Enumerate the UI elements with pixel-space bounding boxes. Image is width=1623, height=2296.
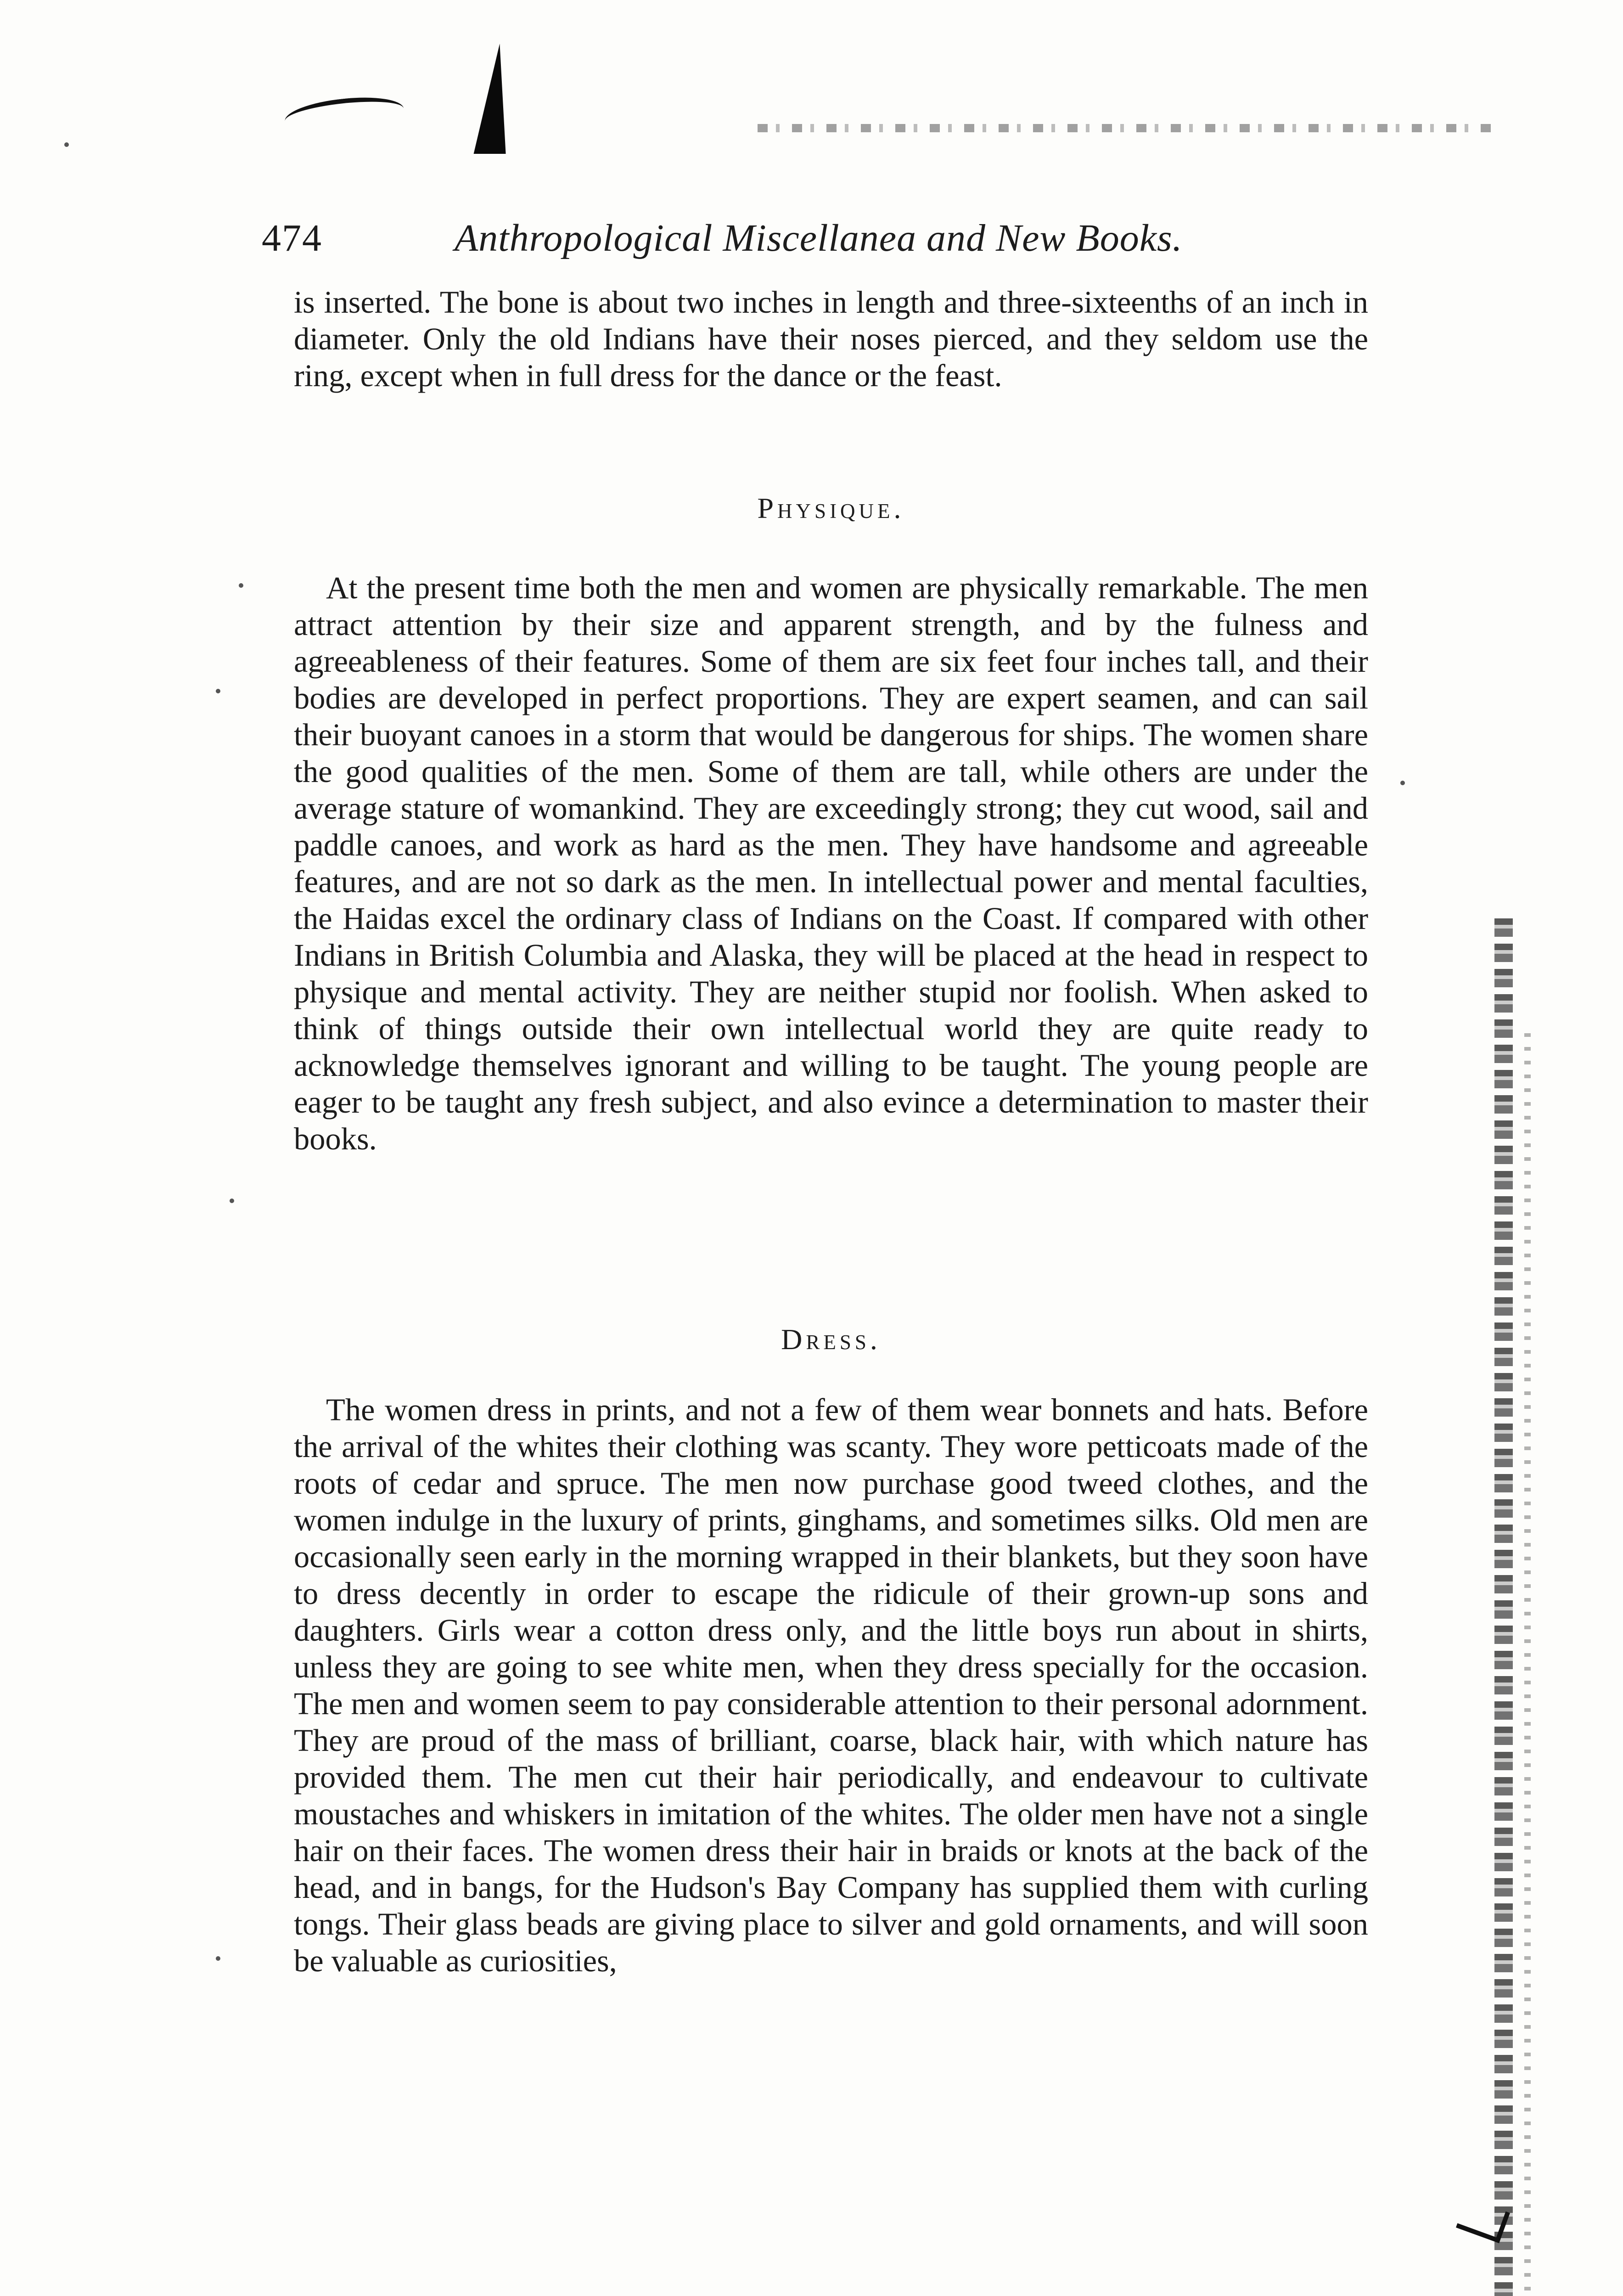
scan-speck	[230, 1199, 234, 1203]
scan-noise-right-edge-faint	[1524, 1033, 1531, 2296]
page-number: 474	[262, 217, 322, 259]
scan-noise-right-edge	[1494, 918, 1513, 2296]
scan-speck	[64, 142, 69, 147]
section-physique	[294, 569, 1368, 1157]
section-dress	[294, 1391, 1368, 1979]
paragraph-text: is inserted. The bone is about two inches in length and three-sixteenths of an inch in diameter. Only the old Indians have their noses pierced, and they seldom use the ring, except when in full dress for the dance or the feast.	[294, 285, 1368, 393]
scan-speck	[1400, 781, 1405, 785]
scan-speck	[216, 689, 220, 693]
section-heading-dress: Dress.	[781, 1323, 881, 1356]
scan-mark-wedge	[474, 44, 514, 154]
paragraph-text: At the present time both the men and women are physically remarkable. The men attract attention by their size and apparent strength, and by the fulness and agreeableness of their features. Some of them are six feet four inches tall, and their bodies are developed in perfect proportions. They are expert seamen, and can sail their buoyant canoes in a storm that would be dangerous for ships. The women share the good qualities of the men. Some of them are tall, while others are under the average stature of womankind. They are exceedingly strong; they cut wood, sail and paddle canoes, and work as hard as the men. They have handsome and agreeable features, and are not so dark as the men. In intellectual power and mental faculties, the Haidas excel the ordinary class of Indians on the Coast. If compared with other Indians in British Columbia and Alaska, they will be placed at the head in respect to physique and mental activity. They are neither stupid nor foolish. When asked to think of things outside their own intellectual world they are quite ready to acknowledge themselves ignorant and willing to be taught. The young people are eager to be taught any fresh subject, and also evince a determination to master their books.	[294, 570, 1368, 1156]
running-title: Anthropological Miscellanea and New Books.	[455, 217, 1183, 259]
continuation-paragraph	[294, 284, 1368, 394]
scan-noise-top	[758, 124, 1492, 132]
paragraph-text: The women dress in prints, and not a few of them wear bonnets and hats. Before the arrival of the whites their clothing was scanty. They wore petticoats made of the roots of cedar and spruce. The men now purchase good tweed clothes, and the women indulge in the luxury of prints, ginghams, and sometimes silks. Old men are occasionally seen early in the morning wrapped in their blankets, but they soon have to dress decently in order to escape the ridicule of their grown-up sons and daughters. Girls wear a cotton dress only, and the little boys run about in shirts, unless they are going to see white men, when they dress specially for the occasion. The men and women seem to pay considerable attention to their personal adornment. They are proud of the mass of brilliant, coarse, black hair, with which nature has provided them. The men cut their hair periodically, and endeavour to cultivate moustaches and whiskers in imitation of the whites. The older men have not a single hair on their faces. The women dress their hair in braids or knots at the back of the head, and in bangs, for the Hudson's Bay Company has supplied them with curling tongs. Their glass beads are giving place to silver and gold ornaments, and will soon be valuable as curiosities,	[294, 1392, 1368, 1978]
scan-mark-curve	[283, 93, 405, 137]
running-head	[262, 216, 1373, 266]
scan-speck	[239, 583, 243, 588]
section-heading-physique: Physique.	[757, 492, 905, 524]
scan-speck	[216, 1956, 220, 1961]
